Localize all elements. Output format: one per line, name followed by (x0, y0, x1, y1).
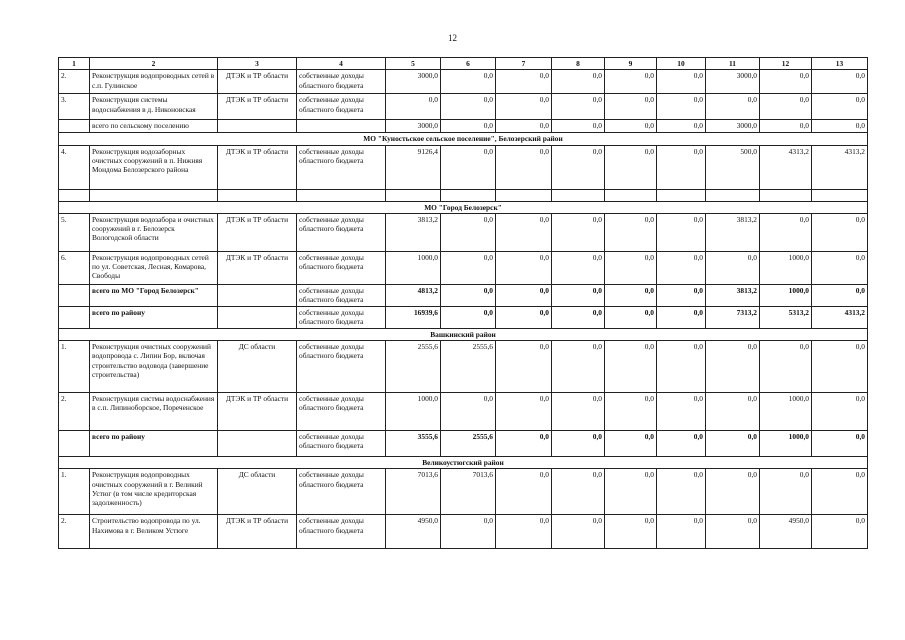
amount-cell: 0,0 (706, 469, 760, 515)
funding-source: собственные доходы областного бюджета (297, 393, 386, 431)
amount-cell: 0,0 (552, 431, 605, 457)
amount-cell: 0,0 (496, 213, 552, 251)
project-name: всего по сельскому поселению (90, 120, 218, 133)
funding-source: собственные доходы областного бюджета (297, 469, 386, 515)
row-number: 4. (59, 145, 90, 189)
amount-cell: 0,0 (657, 341, 706, 393)
amount-cell: 0,0 (657, 213, 706, 251)
amount-cell: 3000,0 (706, 70, 760, 94)
amount-cell: 0,0 (552, 94, 605, 120)
empty-cell (605, 189, 657, 201)
amount-cell: 4313,2 (812, 145, 868, 189)
amount-cell: 0,0 (760, 341, 812, 393)
project-name: Реконструкция водопроводных сетей по ул. Советская, Лесная, Комарова, Свободы (90, 251, 218, 284)
project-name: всего по району (90, 306, 218, 328)
row-number (59, 120, 90, 133)
amount-cell: 500,0 (706, 145, 760, 189)
table-row (59, 94, 868, 120)
amount-cell: 2555,6 (386, 341, 441, 393)
project-name: Реконструкция водопроводных очистных сооружений в г. Великий Устюг (в том числе кредиторская задолженность) (90, 469, 218, 515)
amount-cell: 16939,6 (386, 306, 441, 328)
amount-cell: 0,0 (657, 120, 706, 133)
project-name: Реконструкция водозабора и очистных сооружений в г. Белозерск Вологодской области (90, 213, 218, 251)
amount-cell: 0,0 (496, 94, 552, 120)
row-number: 1. (59, 341, 90, 393)
empty-cell (90, 189, 218, 201)
funding-source: собственные доходы областного бюджета (297, 515, 386, 549)
funding-source: собственные доходы областного бюджета (297, 306, 386, 328)
total-row (59, 431, 868, 457)
section-row (59, 201, 868, 213)
row-number: 2. (59, 70, 90, 94)
row-number (59, 284, 90, 306)
amount-cell: 0,0 (552, 306, 605, 328)
amount-cell: 0,0 (552, 120, 605, 133)
row-number: 2. (59, 393, 90, 431)
empty-cell (218, 189, 297, 201)
total-row (59, 284, 868, 306)
row-number: 2. (59, 515, 90, 549)
amount-cell: 0,0 (706, 393, 760, 431)
empty-cell (297, 189, 386, 201)
amount-cell: 0,0 (657, 70, 706, 94)
column-header: 9 (605, 58, 657, 70)
amount-cell: 2555,6 (441, 431, 496, 457)
amount-cell: 7013,6 (386, 469, 441, 515)
amount-cell: 0,0 (605, 469, 657, 515)
amount-cell: 0,0 (496, 70, 552, 94)
amount-cell: 0,0 (552, 251, 605, 284)
amount-cell: 0,0 (605, 70, 657, 94)
executor (218, 431, 297, 457)
amount-cell: 1000,0 (386, 393, 441, 431)
amount-cell: 0,0 (706, 251, 760, 284)
column-header: 7 (496, 58, 552, 70)
row-number: 6. (59, 251, 90, 284)
amount-cell: 1000,0 (386, 251, 441, 284)
amount-cell: 0,0 (605, 213, 657, 251)
project-name: Строительство водопровода по ул. Нахимова в г. Великом Устюге (90, 515, 218, 549)
executor: ДТЭК и ТР области (218, 70, 297, 94)
amount-cell: 0,0 (441, 251, 496, 284)
amount-cell: 0,0 (605, 306, 657, 328)
amount-cell: 3813,2 (706, 213, 760, 251)
amount-cell: 0,0 (496, 120, 552, 133)
amount-cell: 0,0 (706, 515, 760, 549)
executor (218, 284, 297, 306)
table-row (59, 341, 868, 393)
amount-cell: 1000,0 (760, 251, 812, 284)
amount-cell: 0,0 (605, 515, 657, 549)
amount-cell: 0,0 (657, 145, 706, 189)
column-header: 5 (386, 58, 441, 70)
section-row (59, 328, 868, 340)
executor: ДТЭК и ТР области (218, 94, 297, 120)
amount-cell: 0,0 (706, 431, 760, 457)
empty-cell (812, 189, 868, 201)
column-header: 13 (812, 58, 868, 70)
column-header: 8 (552, 58, 605, 70)
amount-cell: 7013,6 (441, 469, 496, 515)
amount-cell: 0,0 (441, 120, 496, 133)
executor: ДТЭК и ТР области (218, 213, 297, 251)
amount-cell: 4813,2 (386, 284, 441, 306)
executor: ДТЭК и ТР области (218, 515, 297, 549)
funding-source: собственные доходы областного бюджета (297, 431, 386, 457)
column-header: 12 (760, 58, 812, 70)
amount-cell: 5313,2 (760, 306, 812, 328)
amount-cell: 0,0 (605, 120, 657, 133)
amount-cell: 3813,2 (386, 213, 441, 251)
funding-source: собственные доходы областного бюджета (297, 94, 386, 120)
executor (218, 120, 297, 133)
table-row (59, 469, 868, 515)
amount-cell: 7313,2 (706, 306, 760, 328)
budget-table (58, 57, 868, 549)
amount-cell: 0,0 (496, 431, 552, 457)
empty-cell (760, 189, 812, 201)
funding-source: собственные доходы областного бюджета (297, 284, 386, 306)
amount-cell: 0,0 (760, 120, 812, 133)
amount-cell: 0,0 (657, 515, 706, 549)
empty-cell (441, 189, 496, 201)
amount-cell: 0,0 (657, 306, 706, 328)
amount-cell: 0,0 (760, 213, 812, 251)
amount-cell: 0,0 (812, 284, 868, 306)
amount-cell: 1000,0 (760, 393, 812, 431)
amount-cell: 2555,6 (441, 341, 496, 393)
amount-cell: 0,0 (657, 94, 706, 120)
total-row (59, 306, 868, 328)
project-name: Реконструкция водозаборных очистных сооружений в п. Нижняя Мондома Белозерского района (90, 145, 218, 189)
amount-cell: 0,0 (496, 284, 552, 306)
amount-cell: 0,0 (760, 469, 812, 515)
amount-cell: 0,0 (812, 469, 868, 515)
amount-cell: 0,0 (496, 515, 552, 549)
amount-cell: 0,0 (812, 393, 868, 431)
column-header: 2 (90, 58, 218, 70)
project-name: Реконструкция системы водоснабжения в д. Никоновская (90, 94, 218, 120)
amount-cell: 0,0 (812, 431, 868, 457)
amount-cell: 0,0 (812, 251, 868, 284)
amount-cell: 0,0 (441, 393, 496, 431)
amount-cell: 0,0 (605, 94, 657, 120)
column-header: 10 (657, 58, 706, 70)
amount-cell: 3000,0 (706, 120, 760, 133)
amount-cell: 1000,0 (760, 431, 812, 457)
amount-cell: 0,0 (657, 284, 706, 306)
amount-cell: 0,0 (706, 341, 760, 393)
column-header: 4 (297, 58, 386, 70)
executor: ДТЭК и ТР области (218, 145, 297, 189)
amount-cell: 3555,6 (386, 431, 441, 457)
amount-cell: 0,0 (552, 469, 605, 515)
project-name: Реконструкция водопроводных сетей в с.п. Гулинское (90, 70, 218, 94)
amount-cell: 0,0 (552, 515, 605, 549)
amount-cell: 0,0 (386, 94, 441, 120)
executor: ДТЭК и ТР области (218, 393, 297, 431)
amount-cell: 0,0 (496, 251, 552, 284)
empty-cell (59, 189, 90, 201)
section-title: Вашкинский район (59, 328, 868, 340)
amount-cell: 4950,0 (760, 515, 812, 549)
page-number: 12 (448, 33, 457, 43)
amount-cell: 0,0 (760, 94, 812, 120)
amount-cell: 0,0 (441, 70, 496, 94)
amount-cell: 0,0 (605, 393, 657, 431)
amount-cell: 0,0 (552, 145, 605, 189)
amount-cell: 0,0 (605, 431, 657, 457)
amount-cell: 0,0 (812, 515, 868, 549)
amount-cell: 0,0 (441, 94, 496, 120)
amount-cell: 4313,2 (812, 306, 868, 328)
column-header: 3 (218, 58, 297, 70)
section-title: МО "Город Белозерск" (59, 201, 868, 213)
empty-cell (552, 189, 605, 201)
amount-cell: 0,0 (657, 393, 706, 431)
row-number: 3. (59, 94, 90, 120)
executor: ДС области (218, 341, 297, 393)
funding-source: собственные доходы областного бюджета (297, 213, 386, 251)
amount-cell: 0,0 (496, 306, 552, 328)
table-row (59, 393, 868, 431)
empty-cell (657, 189, 706, 201)
amount-cell: 3813,2 (706, 284, 760, 306)
column-header: 6 (441, 58, 496, 70)
table-row (59, 70, 868, 94)
project-name: Реконструкция очистных сооружений водопровода с. Липин Бор, включая строительство водовода (завершение строительства) (90, 341, 218, 393)
amount-cell: 0,0 (812, 213, 868, 251)
funding-source: собственные доходы областного бюджета (297, 145, 386, 189)
amount-cell: 0,0 (552, 70, 605, 94)
amount-cell: 0,0 (441, 306, 496, 328)
table-row (59, 251, 868, 284)
amount-cell: 4950,0 (386, 515, 441, 549)
executor: ДТЭК и ТР области (218, 251, 297, 284)
row-number (59, 431, 90, 457)
header-row (59, 58, 868, 70)
amount-cell: 0,0 (441, 145, 496, 189)
row-number: 5. (59, 213, 90, 251)
project-name: всего по МО "Город Белозерск" (90, 284, 218, 306)
amount-cell: 0,0 (605, 284, 657, 306)
blank-row (59, 189, 868, 201)
section-row (59, 457, 868, 469)
column-header: 11 (706, 58, 760, 70)
funding-source: собственные доходы областного бюджета (297, 341, 386, 393)
funding-source: собственные доходы областного бюджета (297, 70, 386, 94)
empty-cell (706, 189, 760, 201)
amount-cell: 0,0 (605, 251, 657, 284)
amount-cell: 0,0 (552, 393, 605, 431)
amount-cell: 1000,0 (760, 284, 812, 306)
empty-cell (496, 189, 552, 201)
amount-cell: 0,0 (552, 213, 605, 251)
row-number (59, 306, 90, 328)
amount-cell: 0,0 (496, 469, 552, 515)
amount-cell: 0,0 (760, 70, 812, 94)
amount-cell: 0,0 (657, 431, 706, 457)
section-title: Великоустюгский район (59, 457, 868, 469)
amount-cell: 0,0 (657, 251, 706, 284)
amount-cell: 0,0 (552, 341, 605, 393)
amount-cell: 0,0 (496, 393, 552, 431)
amount-cell: 9126,4 (386, 145, 441, 189)
amount-cell: 0,0 (441, 284, 496, 306)
funding-source (297, 120, 386, 133)
amount-cell: 0,0 (552, 284, 605, 306)
amount-cell: 0,0 (441, 515, 496, 549)
executor (218, 306, 297, 328)
amount-cell: 4313,2 (760, 145, 812, 189)
table-row (59, 213, 868, 251)
amount-cell: 0,0 (441, 213, 496, 251)
amount-cell: 3000,0 (386, 70, 441, 94)
amount-cell: 0,0 (605, 341, 657, 393)
amount-cell: 0,0 (812, 94, 868, 120)
table-row (59, 145, 868, 189)
total-row (59, 120, 868, 133)
column-header: 1 (59, 58, 90, 70)
empty-cell (386, 189, 441, 201)
amount-cell: 0,0 (812, 120, 868, 133)
table-row (59, 515, 868, 549)
amount-cell: 0,0 (657, 469, 706, 515)
row-number: 1. (59, 469, 90, 515)
amount-cell: 0,0 (812, 341, 868, 393)
section-title: МО "Куностьское сельское поселение", Белозерский район (59, 133, 868, 145)
amount-cell: 0,0 (496, 341, 552, 393)
project-name: всего по району (90, 431, 218, 457)
amount-cell: 0,0 (496, 145, 552, 189)
project-name: Реконструкция систмы водоснабжения в с.п. Липиноборское, Пореченское (90, 393, 218, 431)
funding-source: собственные доходы областного бюджета (297, 251, 386, 284)
section-row (59, 133, 868, 145)
amount-cell: 0,0 (605, 145, 657, 189)
executor: ДС области (218, 469, 297, 515)
amount-cell: 0,0 (812, 70, 868, 94)
amount-cell: 0,0 (706, 94, 760, 120)
amount-cell: 3000,0 (386, 120, 441, 133)
